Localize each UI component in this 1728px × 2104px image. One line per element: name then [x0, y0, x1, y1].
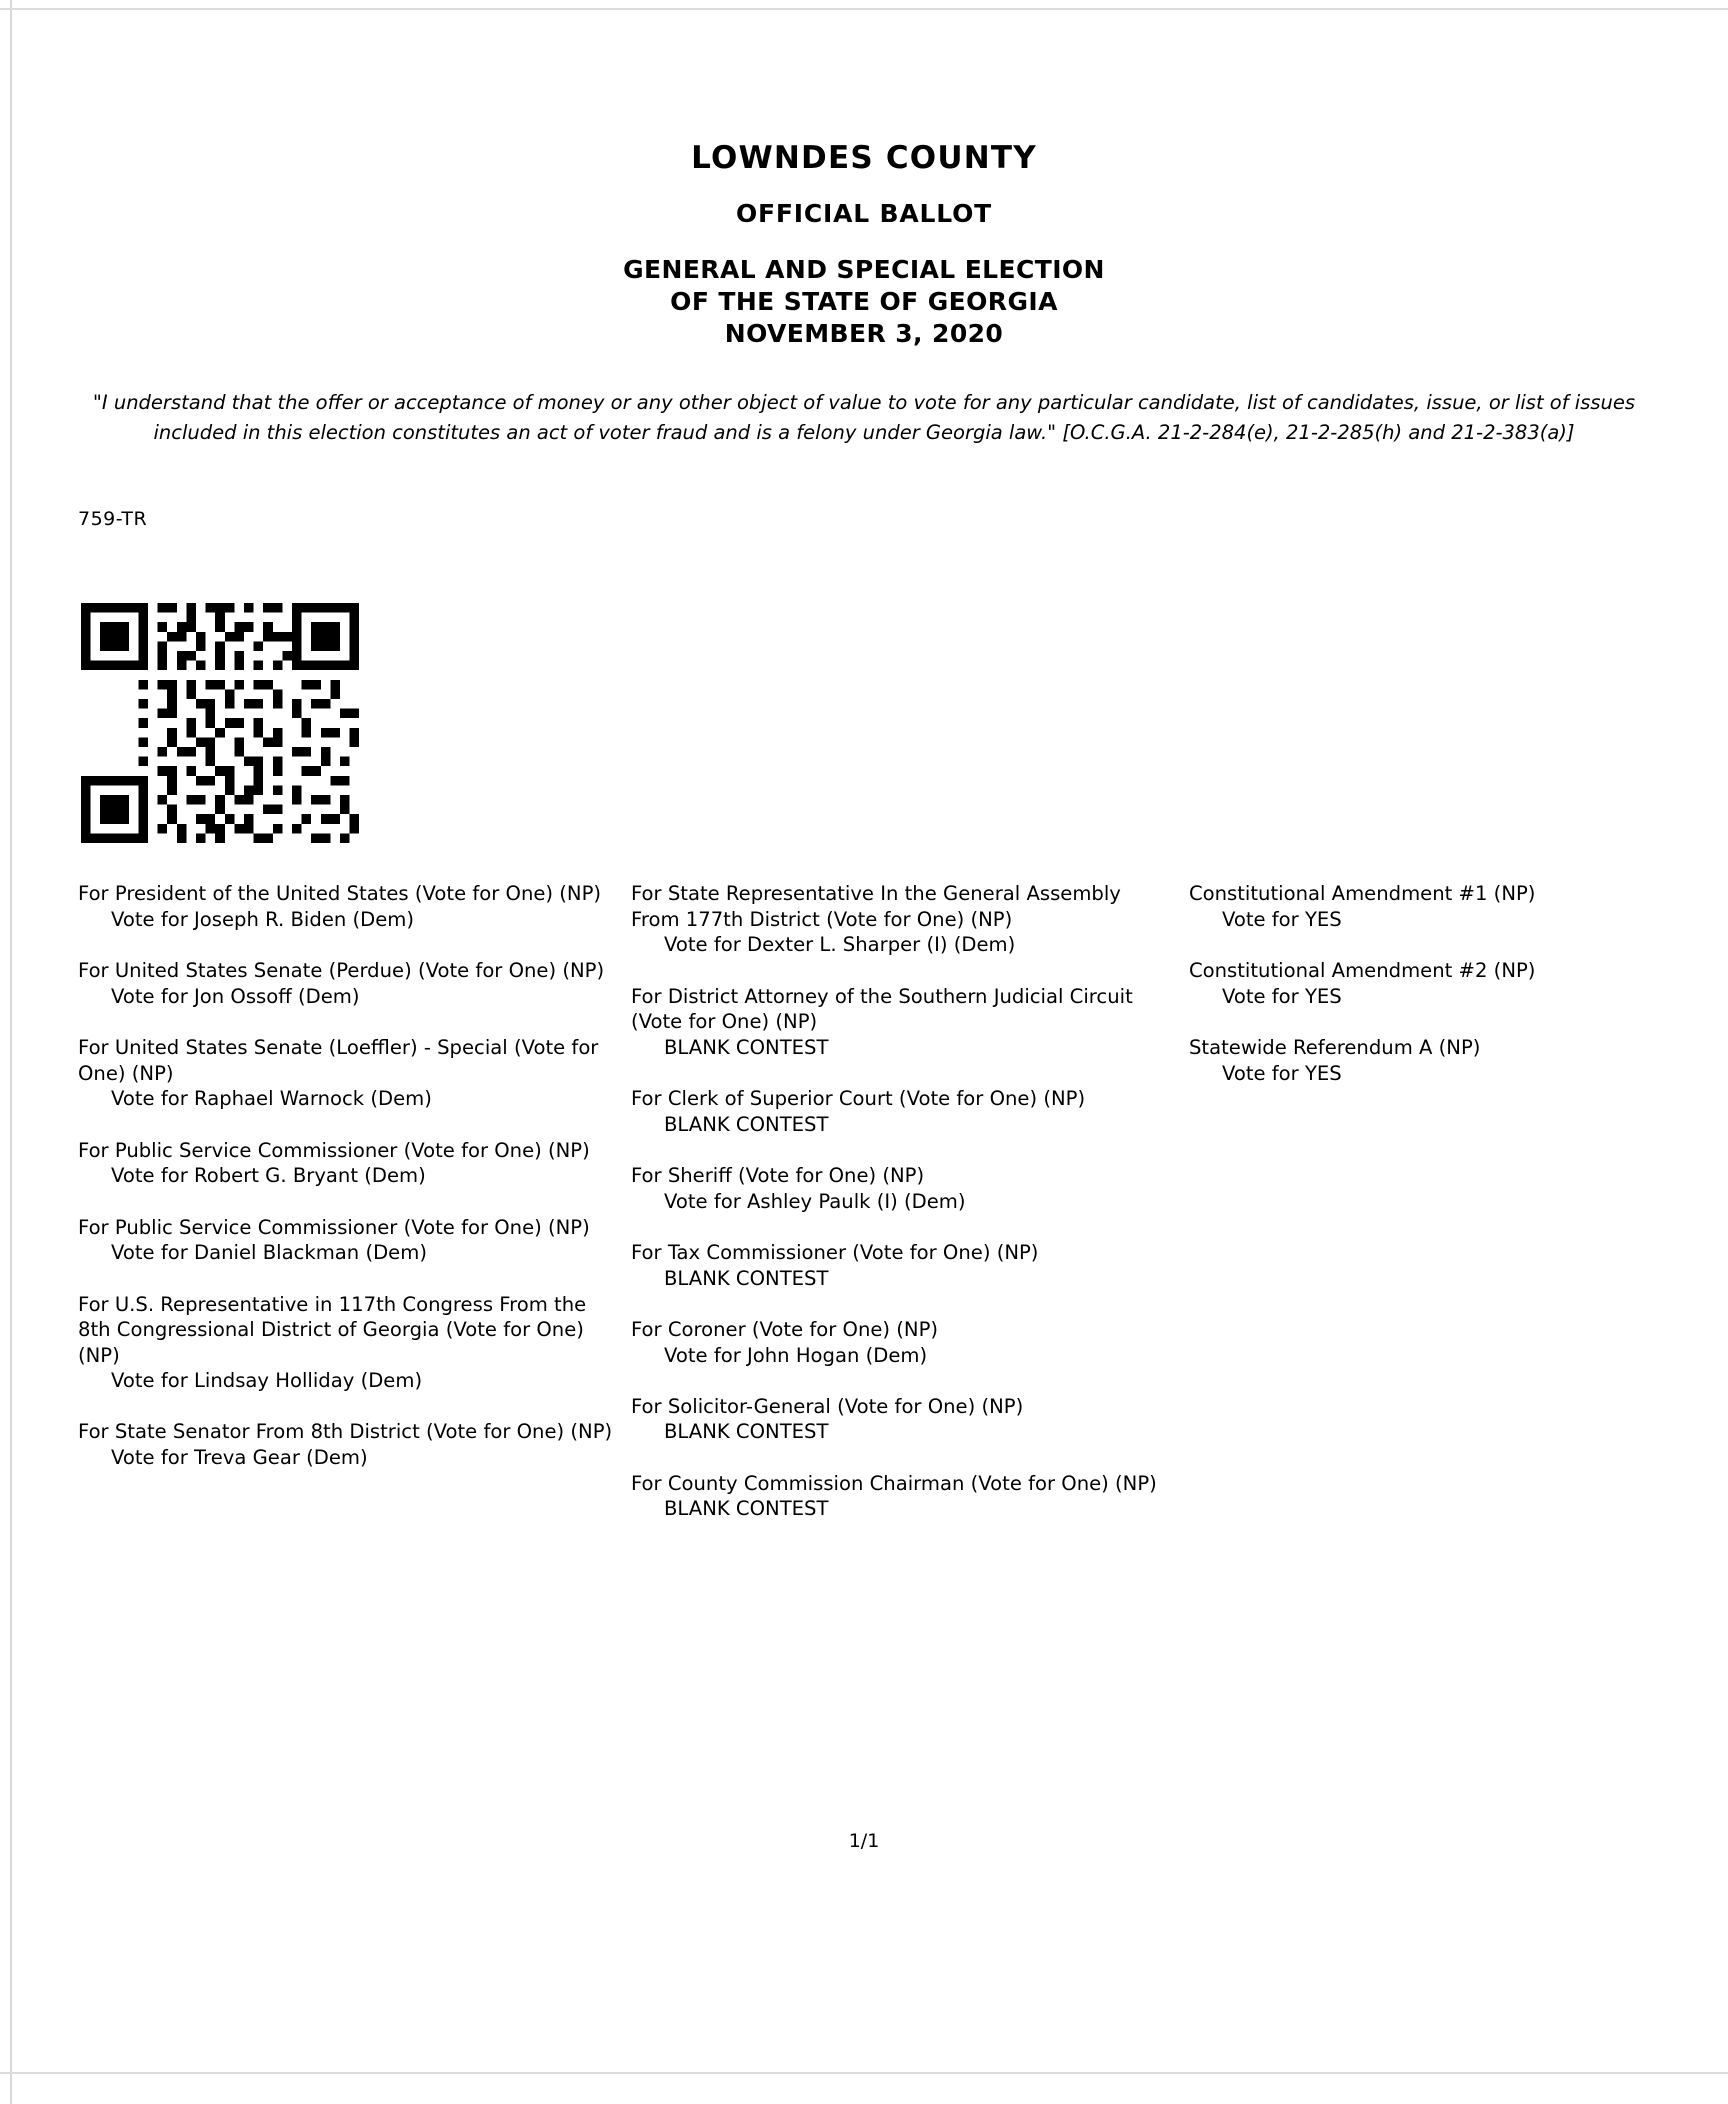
contest-choice: Vote for Treva Gear (Dem) [111, 1445, 368, 1469]
contest-title: For County Commission Chairman (Vote for One) (NP) [630, 1471, 1157, 1495]
scan-edge-bottom [0, 2072, 1728, 2074]
contest-title: For Public Service Commissioner (Vote for One) (NP) [78, 1215, 590, 1239]
voter-oath-text: "I understand that the offer or acceptance of money or any other object of value to vote for any particular candidate, list of candidates, issue, or list of issues included in this election constitutes an act of voter fraud and is a felony under Georgia law." [O.C.G.A. 21-2-284(e), 21-2-285(h) and 21-2-383(a)] [92, 391, 1636, 445]
contest-columns [0, 881, 1728, 1521]
contest-title: Constitutional Amendment #2 (NP) [1188, 959, 1536, 983]
contest [631, 1394, 1175, 1445]
contest [1189, 1035, 1688, 1086]
contest-choice: Vote for Ashley Paulk (I) (Dem) [663, 1189, 966, 1213]
contest-title: Statewide Referendum A (NP) [1188, 1036, 1481, 1060]
contest-choice: Vote for Joseph R. Biden (Dem) [111, 907, 415, 931]
contest-title: For President of the United States (Vote for One) (NP) [78, 882, 602, 906]
contest-title: For Coroner (Vote for One) (NP) [630, 1318, 939, 1342]
contest-choice: BLANK CONTEST [663, 1420, 829, 1444]
contest-title: For Sheriff (Vote for One) (NP) [630, 1164, 925, 1188]
contest-title: For Tax Commissioner (Vote for One) (NP) [630, 1241, 1039, 1265]
contest [631, 881, 1175, 957]
contest [78, 1419, 617, 1470]
qr-code [80, 603, 1728, 843]
contest-choice: Vote for Daniel Blackman (Dem) [111, 1241, 427, 1265]
contest-title: For Public Service Commissioner (Vote for One) (NP) [78, 1138, 590, 1162]
contest-title: For Clerk of Superior Court (Vote for One) (NP) [630, 1087, 1086, 1111]
contest [631, 1240, 1175, 1291]
election-heading-line1: GENERAL AND SPECIAL ELECTION [623, 255, 1105, 284]
election-heading-line2: OF THE STATE OF GEORGIA [670, 287, 1058, 316]
contest-choice: Vote for Lindsay Holliday (Dem) [111, 1369, 423, 1392]
contest [78, 958, 617, 1009]
contest-column-3 [1189, 881, 1688, 1521]
contest-choice: Vote for Dexter L. Sharper (I) (Dem) [663, 933, 1016, 957]
contest [631, 984, 1175, 1060]
contest-choice: Vote for Jon Ossoff (Dem) [111, 984, 360, 1008]
contest-title: For District Attorney of the Southern Judicial Circuit (Vote for One) (NP) [630, 984, 1133, 1034]
contest [78, 1215, 617, 1266]
contest-choice: Vote for YES [1221, 984, 1342, 1008]
qr-code-icon [80, 603, 360, 843]
contest-choice: Vote for Raphael Warnock (Dem) [111, 1087, 432, 1111]
election-date: NOVEMBER 3, 2020 [724, 319, 1004, 348]
contest [631, 1163, 1175, 1214]
contest-choice: Vote for YES [1221, 907, 1342, 931]
contest-title: For State Senator From 8th District (Vote for One) (NP) [78, 1420, 613, 1444]
contest-title: For State Representative In the General Assembly From 177th District (Vote for One) (NP) [630, 882, 1121, 931]
contest [631, 1471, 1175, 1522]
contest-choice: Vote for Robert G. Bryant (Dem) [111, 1164, 426, 1188]
contest [78, 1035, 617, 1111]
contest-choice: Vote for John Hogan (Dem) [663, 1343, 928, 1367]
page-number: 1/1 [848, 1830, 880, 1852]
election-heading [0, 254, 1728, 350]
contest-choice: BLANK CONTEST [663, 1035, 829, 1059]
contest-column-2 [631, 881, 1189, 1521]
precinct-code: 759-TR [78, 508, 148, 531]
contest [78, 1292, 617, 1394]
contest [1189, 881, 1688, 932]
contest [78, 1138, 617, 1189]
contest-title: For United States Senate (Loeffler) - Special (Vote for One) (NP) [78, 1036, 599, 1085]
contest [1189, 958, 1688, 1009]
contest-title: For United States Senate (Perdue) (Vote for One) (NP) [78, 959, 605, 983]
contest-column-1 [78, 881, 631, 1521]
contest-choice: Vote for YES [1221, 1061, 1342, 1085]
contest-title: For Solicitor-General (Vote for One) (NP) [630, 1395, 1024, 1418]
contest [631, 1317, 1175, 1368]
official-ballot-label: OFFICIAL BALLOT [735, 199, 993, 228]
contest-choice: BLANK CONTEST [663, 1497, 829, 1521]
contest [78, 881, 617, 932]
contest-title: Constitutional Amendment #1 (NP) [1188, 882, 1536, 906]
contest-title: For U.S. Representative in 117th Congress From the 8th Congressional District of Georgia (Vote for One) (NP) [78, 1292, 587, 1367]
contest-choice: BLANK CONTEST [663, 1266, 829, 1290]
contest-choice: BLANK CONTEST [663, 1112, 829, 1136]
contest [631, 1086, 1175, 1137]
page-title: LOWNDES COUNTY [691, 140, 1037, 176]
